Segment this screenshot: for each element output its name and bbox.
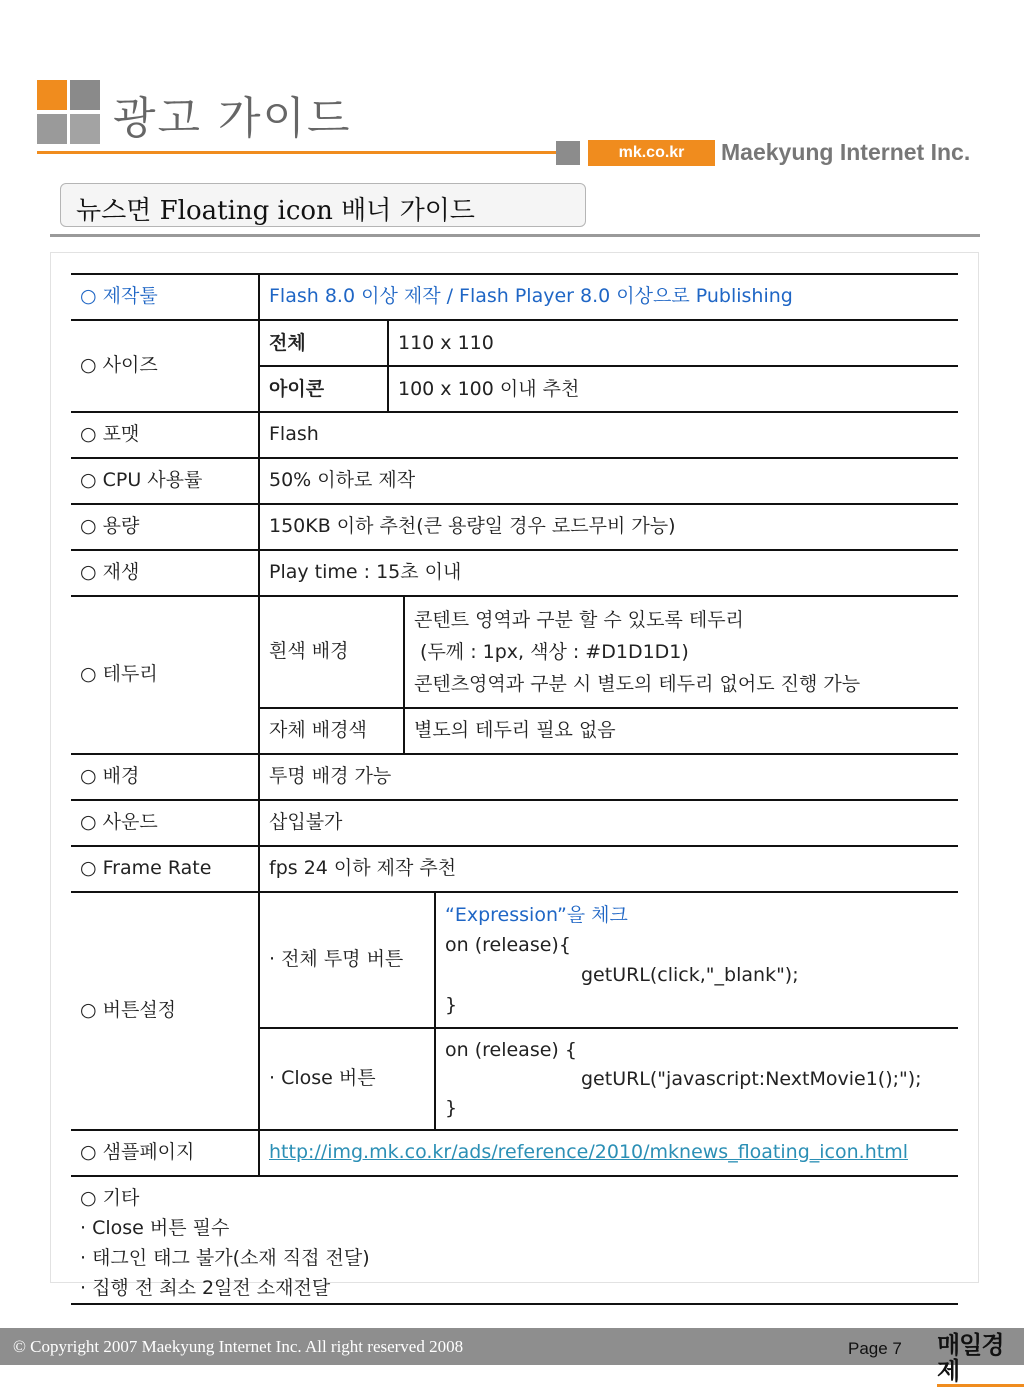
code-line: on (release){ — [445, 934, 571, 956]
section-title-box — [60, 183, 586, 227]
row-value: Play time : 15초 이내 — [259, 550, 958, 596]
button-key: · Close 버튼 — [259, 1028, 435, 1130]
row-label: ○ 배경 — [71, 754, 259, 800]
button-code — [435, 892, 958, 1028]
row-value: 50% 이하로 제작 — [259, 458, 958, 504]
code-line: getURL("javascript:NextMovie1();"); — [581, 1067, 922, 1090]
site-badge: mk.co.kr — [588, 140, 715, 166]
table-row — [71, 846, 958, 892]
brand-logo: 매일경제 — [937, 1332, 1024, 1387]
page-number: Page 7 — [848, 1339, 902, 1358]
row-label: ○ 포맷 — [71, 412, 259, 458]
row-value — [259, 1130, 958, 1176]
etc-label: ○ 기타 — [80, 1187, 140, 1209]
row-value: 삽입불가 — [259, 800, 958, 846]
border-line: 콘텐트 영역과 구분 할 수 있도록 테두리 — [414, 609, 744, 631]
row-value: fps 24 이하 제작 추천 — [259, 846, 958, 892]
table-row — [71, 596, 958, 708]
row-label: ○ 재생 — [71, 550, 259, 596]
code-line: } — [445, 994, 458, 1016]
section-title: 뉴스면 Floating icon 배너 가이드 — [76, 196, 475, 226]
code-line: on (release) { — [445, 1038, 577, 1061]
row-value: Flash — [259, 412, 958, 458]
copyright: © Copyright 2007 Maekyung Internet Inc. All right reserved 2008 — [13, 1337, 464, 1356]
table-row — [71, 754, 958, 800]
border-value: 별도의 테두리 필요 없음 — [404, 708, 958, 754]
border-line: 콘텐츠영역과 구분 시 별도의 테두리 없어도 진행 가능 — [414, 673, 861, 695]
expression-note: “Expression”을 체크 — [445, 904, 628, 926]
logo-square-gray — [70, 80, 100, 110]
row-value: 150KB 이하 추천(큰 용량일 경우 로드무비 가능) — [259, 504, 958, 550]
button-code — [435, 1028, 958, 1130]
logo-square-gray — [70, 114, 100, 144]
row-label: ○ 버튼설정 — [71, 892, 259, 1130]
row-label: ○ CPU 사용률 — [71, 458, 259, 504]
page-title: 광고 가이드 — [113, 93, 352, 144]
code-line: } — [445, 1096, 458, 1119]
table-row — [71, 892, 958, 1028]
logo-square-orange — [37, 80, 67, 110]
border-value — [404, 596, 958, 708]
company-logo — [37, 80, 101, 144]
list-item: · 태그인 태그 불가(소재 직접 전달) — [80, 1247, 370, 1269]
border-key: 흰색 배경 — [259, 596, 404, 708]
spec-table — [71, 273, 958, 1177]
table-row — [71, 1130, 958, 1176]
company-name: Maekyung Internet Inc. — [721, 139, 971, 165]
border-key: 자체 배경색 — [259, 708, 404, 754]
row-label: ○ Frame Rate — [71, 846, 259, 892]
header-square-icon — [556, 141, 580, 165]
button-key: · 전체 투명 버튼 — [259, 892, 435, 1028]
sample-page-link[interactable]: http://img.mk.co.kr/ads/reference/2010/mknews_floating_icon.html — [269, 1141, 908, 1164]
list-item: · 집행 전 최소 2일전 소재전달 — [80, 1277, 331, 1299]
border-line: (두께 : 1px, 색상 : #D1D1D1) — [414, 641, 689, 663]
table-row — [71, 274, 958, 320]
row-label: ○ 사이즈 — [71, 320, 259, 412]
logo-square-gray — [37, 114, 67, 144]
size-value: 110 x 110 — [388, 320, 958, 366]
etc-section — [71, 1183, 958, 1305]
row-label: ○ 용량 — [71, 504, 259, 550]
size-value: 100 x 100 이내 추천 — [388, 366, 958, 412]
table-row — [71, 504, 958, 550]
list-item: · Close 버튼 필수 — [80, 1217, 230, 1239]
row-label: ○ 제작툴 — [71, 274, 259, 320]
row-label: ○ 테두리 — [71, 596, 259, 754]
row-label: ○ 사운드 — [71, 800, 259, 846]
size-key: 아이콘 — [259, 366, 388, 412]
table-row — [71, 458, 958, 504]
table-row — [71, 800, 958, 846]
footer — [0, 1328, 1024, 1385]
table-row — [71, 550, 958, 596]
row-value: Flash 8.0 이상 제작 / Flash Player 8.0 이상으로 Publishing — [259, 274, 958, 320]
row-value: 투명 배경 가능 — [259, 754, 958, 800]
section-divider — [50, 234, 980, 237]
etc-list — [71, 1213, 958, 1303]
table-row — [71, 320, 958, 366]
size-key: 전체 — [259, 320, 388, 366]
table-row — [71, 412, 958, 458]
row-label: ○ 샘플페이지 — [71, 1130, 259, 1176]
header-divider — [37, 151, 557, 154]
code-line: getURL(click,"_blank"); — [581, 964, 799, 986]
